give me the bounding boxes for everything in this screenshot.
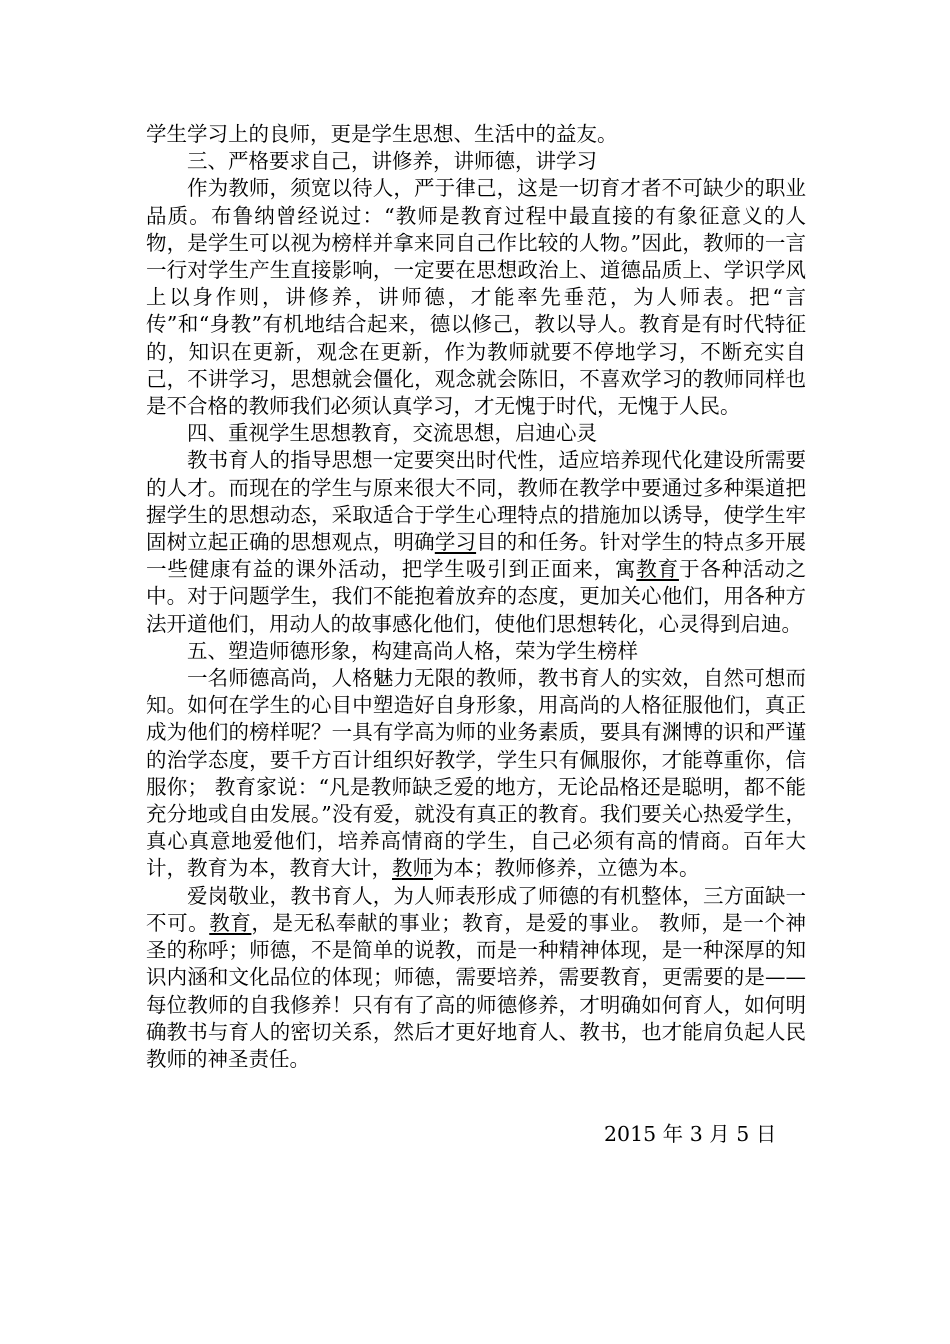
section-heading-4: 四、重视学生思想教育，交流思想，启迪心灵: [187, 421, 597, 446]
link-education-2[interactable]: 教育: [209, 910, 252, 935]
paragraph-conclusion: [146, 883, 806, 1073]
section-heading-5: 五、塑造师德形象，构建高尚人格，荣为学生榜样: [187, 638, 638, 663]
document-date: 2015 年 3 月 5 日: [604, 1122, 777, 1146]
link-study[interactable]: 学习: [434, 530, 477, 555]
text-run: 教书育人的指导思想一定要突出时代性，适应培养现代化建设所需要的人才。而现在的学生与原来很大不同，教师在教学中要通过多种渠道把握学生的思想动态，采取适合于学生心理特点的措施加以诱导，使学生牢固树立起正确的思想观点，明确: [146, 448, 806, 555]
text-run: 一名师德高尚，人格魅力无限的教师，教书育人的实效，自然可想而知。如何在学生的心目中塑造好自身形象，用高尚的人格征服他们，真正成为他们的榜样呢？一具有学高为师的业务素质，要具有渊博的识和严谨的治学态度，要千方百计组织好教学，学生只有佩服你，才能尊重你，信服你； 教育家说：“凡是教师缺乏爱的地方，无论品格还是聪明，都不能充分地或自由发展。”没有爱，就没有真正的教育。我们要关心热爱学生，真心真意地爱他们，培养高情商的学生，自己必须有高的情商。百年大计，教育为本，教育大计，: [146, 666, 806, 881]
link-teacher[interactable]: 教师: [392, 856, 433, 881]
section-heading-3: 三、严格要求自己，讲修养，讲师德，讲学习: [187, 149, 597, 174]
text-run: 爱岗敬业，教书育人，为人师表形成了师德的有机整体，三方面缺一不可。: [146, 883, 806, 935]
text-run: ，是无私奉献的事业；教育，是爱的事业。 教师，是一个神圣的称呼；师德，不是简单的说教，而是一种精神体现，是一种深厚的知识内涵和文化品位的体现；师德，需要培养，需要教育，更需要的是——每位教师的自我修养！只有有了高的师德修养，才明确如何育人，如何明确教书与育人的密切关系，然后才更好地育人、教书，也才能肩负起人民教师的神圣责任。: [146, 910, 807, 1071]
text-run: 目的和任务。针对学生的特点多开展一些健康有益的课外活动，把学生吸引到正面来，寓: [146, 530, 807, 582]
link-education[interactable]: 教育: [636, 557, 679, 582]
paragraph-section-4: [146, 447, 806, 637]
text-run: 为本；教师修养，立德为本。: [433, 856, 700, 881]
paragraph-section-3: 作为教师，须宽以待人，严于律己，这是一切育才者不可缺少的职业品质。布鲁纳曾经说过：“教师是教育过程中最直接的有象征意义的人物，是学生可以视为榜样并拿来同自己作比较的人物。”因此，教师的一言一行对学生产生直接影响，一定要在思想政治上、道德品质上、学识学风上以身作则，讲修养，讲师德，才能率先垂范，为人师表。把“言传”和“身教”有机地结合起来，德以修己，教以导人。教育是有时代特征的，知识在更新，观念在更新，作为教师就要不停地学习，不断充实自己，不讲学习，思想就会僵化，观念就会陈旧，不喜欢学习的教师同样也是不合格的教师我们必须认真学习，才无愧于时代，无愧于人民。: [146, 176, 806, 419]
paragraph-continued: 学生学习上的良师，更是学生思想、生活中的益友。: [146, 122, 618, 146]
document-body: [146, 121, 806, 1073]
text-run: 于各种活动之中。对于问题学生，我们不能抱着放弃的态度，更加关心他们，用各种方法开道他们，用动人的故事感化他们，使他们思想转化，心灵得到启迪。: [146, 557, 807, 636]
paragraph-section-5: [146, 665, 806, 883]
